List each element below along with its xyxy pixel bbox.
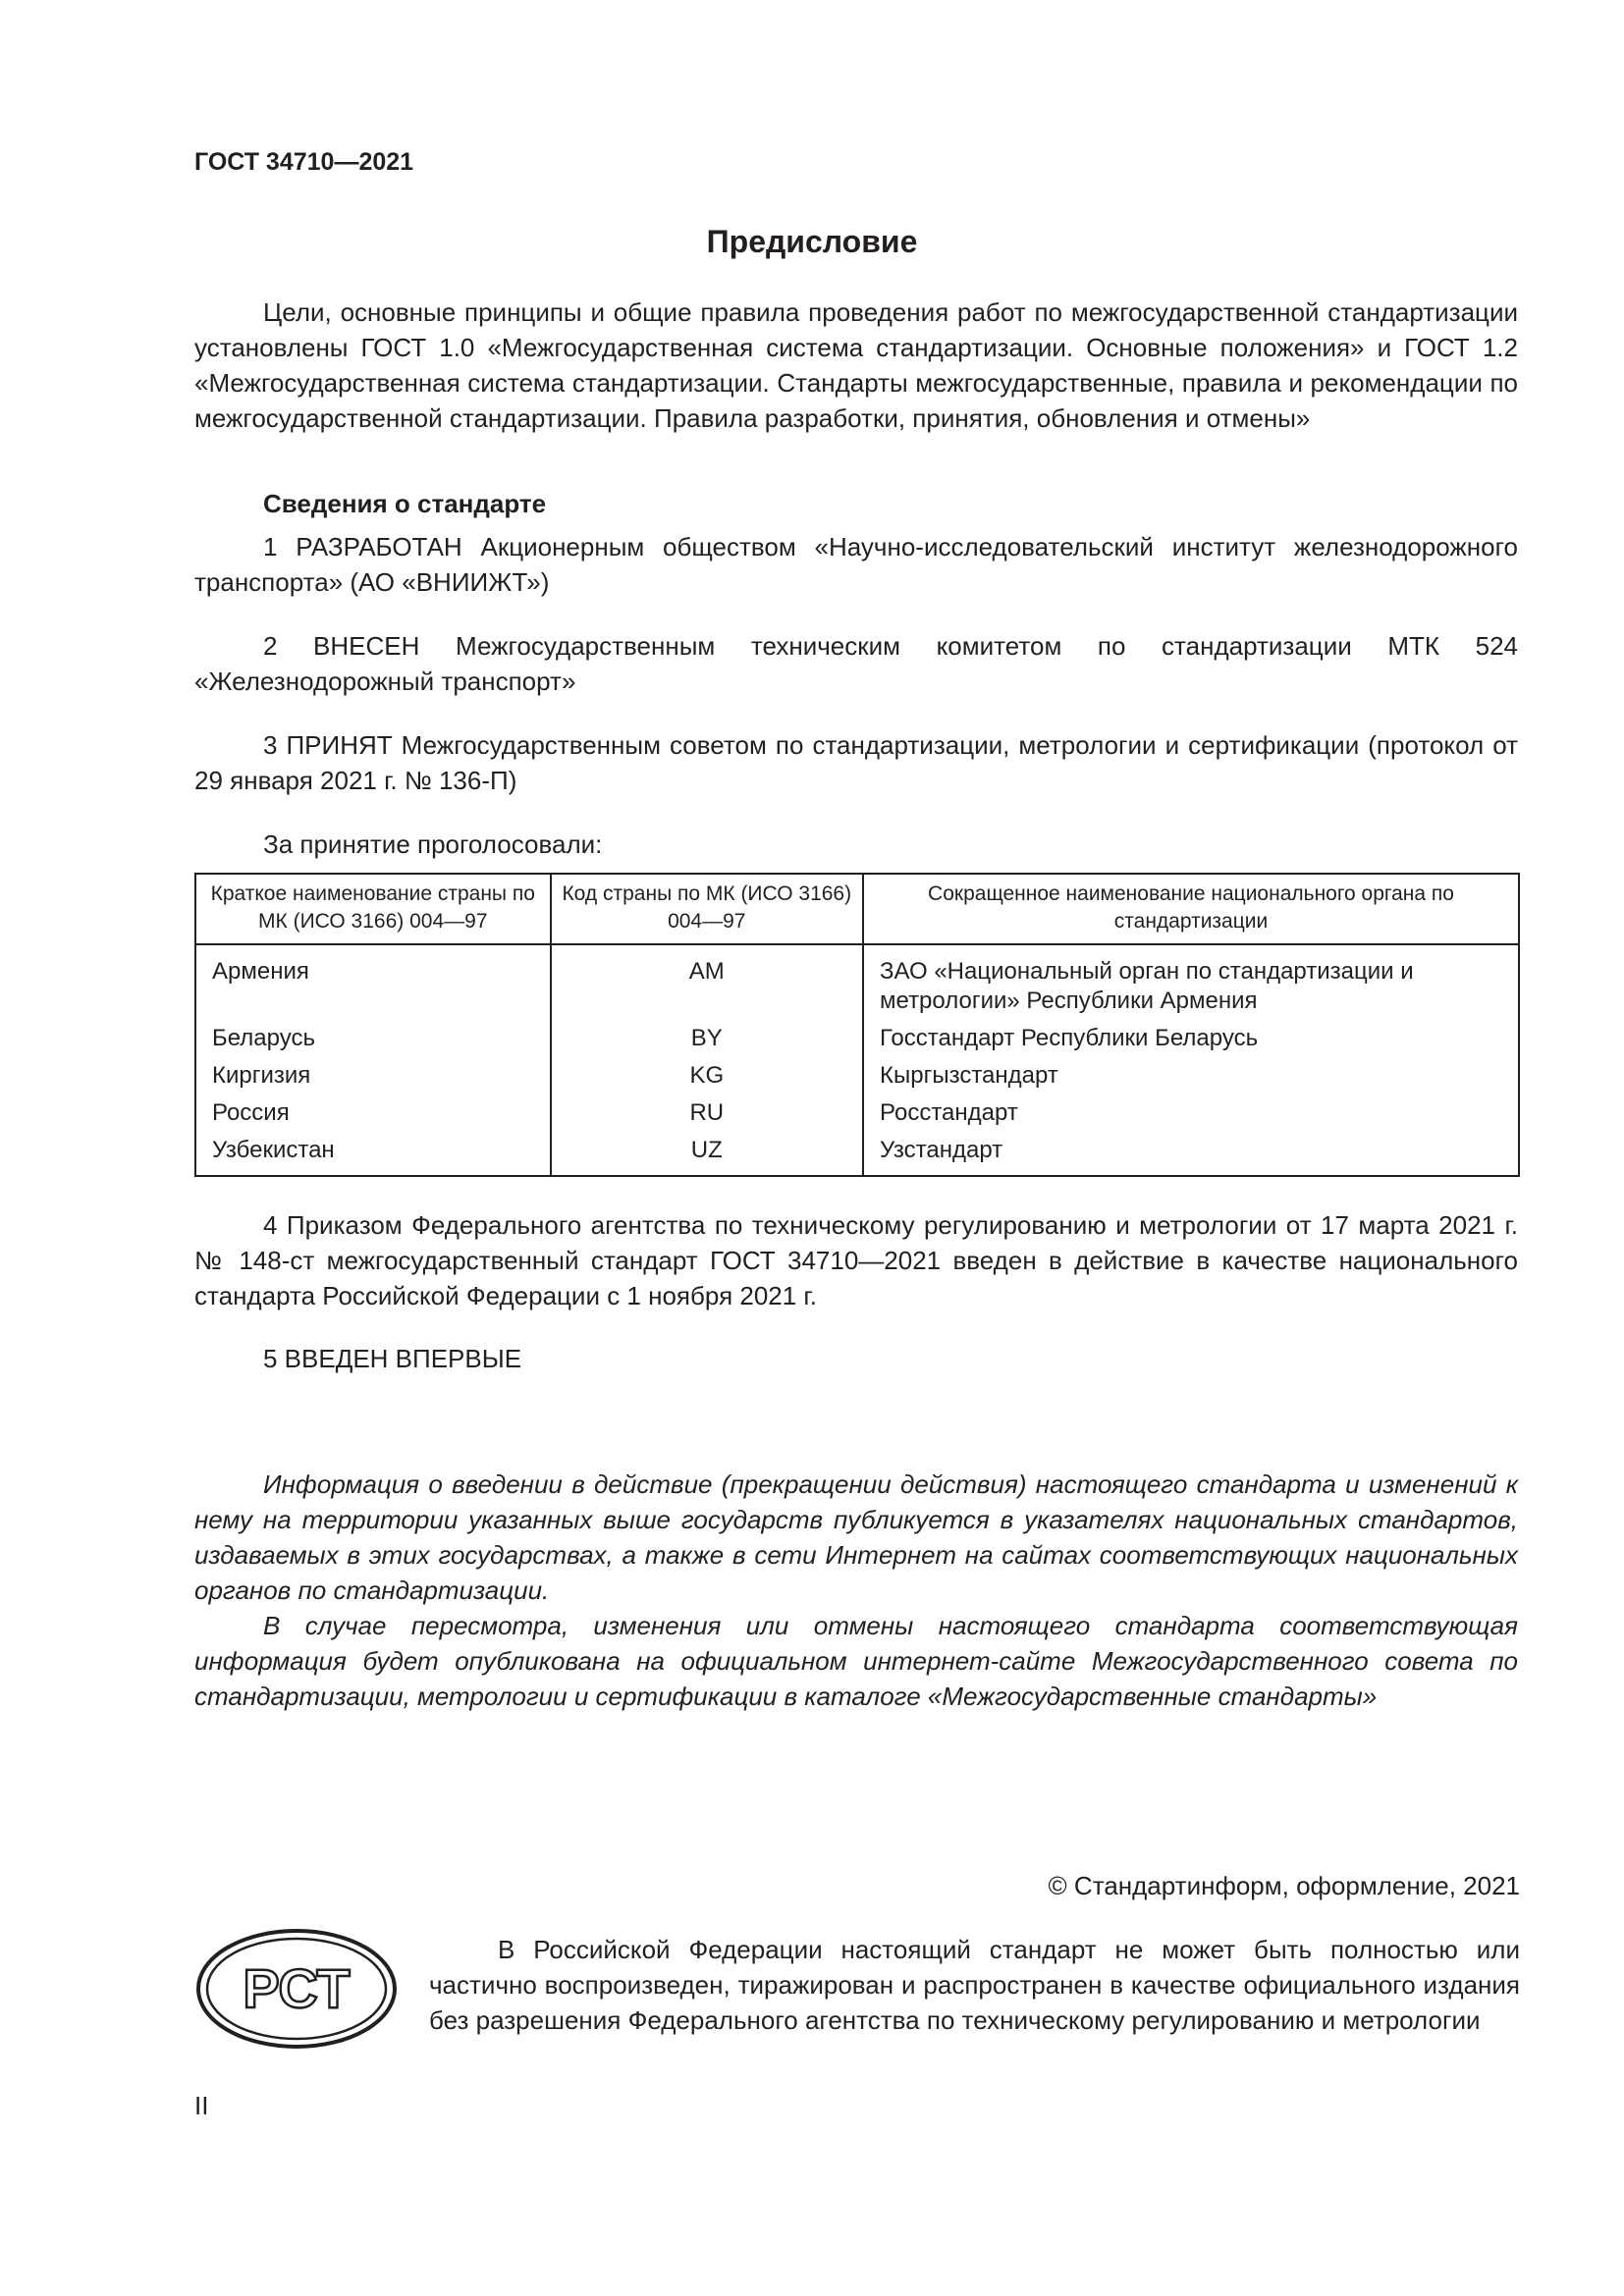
intro-block (194, 294, 1518, 436)
copyright-line: © Стандартинформ, оформление, 2021 (1048, 1871, 1520, 1900)
voting-table (194, 873, 1520, 1177)
item-introduced-block (194, 628, 1518, 699)
table-header-row (195, 874, 1519, 944)
order-block (194, 1207, 1518, 1313)
table-row (195, 1057, 1519, 1095)
body-cell: Кыргызстандарт (863, 1057, 1519, 1095)
country-cell: Киргизия (195, 1057, 551, 1095)
body-cell: ЗАО «Национальный орган по стандартизации и метрологии» Республики Армения (863, 944, 1519, 1020)
page-title: Предисловие (706, 224, 918, 259)
code-cell: KG (551, 1057, 863, 1095)
code-cell: AM (551, 944, 863, 1020)
country-cell: Беларусь (195, 1020, 551, 1057)
info-paragraph-1: Информация о введении в действие (прекращении действия) настоящего стандарта и изменений к нему на территории указанных выше государств публикуется в указателях национальных стандартов, издаваемых в этих государствах, а также в сети Интернет на сайтах соответствующих национальных органов по стандартизации. (194, 1469, 1518, 1605)
code-cell: UZ (551, 1132, 863, 1176)
table-row (195, 1132, 1519, 1176)
item-developed-block (194, 529, 1518, 600)
table-row (195, 1020, 1519, 1057)
body-cell: Узстандарт (863, 1132, 1519, 1176)
rst-certification-mark-icon (194, 1927, 399, 2051)
reproduction-notice (429, 1932, 1520, 2038)
standard-code-header: ГОСТ 34710—2021 (194, 148, 414, 176)
table-row (195, 1095, 1519, 1132)
intro-paragraph: Цели, основные принципы и общие правила проведения работ по межгосударственной стандартизации установлены ГОСТ 1.0 «Межгосударственная система стандартизации. Основные положения» и ГОСТ 1.2 «Межгосударственная система стандартизации. Стандарты межгосударственные, правила и рекомендации по межгосударственной стандартизации. Правила разработки, принятия, обновления и отмены» (194, 297, 1518, 433)
voted-label-block (194, 827, 1518, 862)
voted-label: За принятие проголосовали: (263, 829, 603, 859)
page-number: II (194, 2091, 209, 2120)
country-cell: Россия (195, 1095, 551, 1132)
table-row (195, 944, 1519, 1020)
body-cell: Госстандарт Республики Беларусь (863, 1020, 1519, 1057)
order-paragraph: 4 Приказом Федерального агентства по техническому регулированию и метрологии от 17 марта 2021 г. № 148-ст межгосударственный стандарт ГОСТ 34710—2021 введен в действие в качестве национального стандарта Российской Федерации с 1 ноября 2021 г. (194, 1210, 1518, 1310)
item-developed: 1 РАЗРАБОТАН Акционерным обществом «Научно-исследовательский институт железнодорожного транспорта» (АО «ВНИИЖТ») (194, 532, 1518, 597)
first-time-block (194, 1341, 1518, 1376)
item-introduced: 2 ВНЕСЕН Межгосударственным техническим комитетом по стандартизации МТК 524 «Железнодорожный транспорт» (194, 631, 1518, 696)
notice-paragraph: В Российской Федерации настоящий стандарт не может быть полностью или частично воспроизведен, тиражирован и распространен в качестве официального издания без разрешения Федерального агентства по техническому регулированию и метрологии (429, 1935, 1520, 2035)
header-country: Краткое наименование страны по МК (ИСО 3166) 004—97 (195, 874, 551, 944)
logo-lettering: РСТ (243, 1957, 351, 2019)
first-time-label: 5 ВВЕДЕН ВПЕРВЫЕ (263, 1344, 522, 1373)
code-cell: BY (551, 1020, 863, 1057)
info-block (194, 1467, 1518, 1714)
body-cell: Росстандарт (863, 1095, 1519, 1132)
info-paragraph-2: В случае пересмотра, изменения или отмены настоящего стандарта соответствующая информация будет опубликована на официальном интернет-сайте Межгосударственного совета по стандартизации, метрологии и сертификации в каталоге «Межгосударственные стандарты» (194, 1611, 1518, 1711)
code-cell: RU (551, 1095, 863, 1132)
country-cell: Армения (195, 944, 551, 1020)
header-body: Сокращенное наименование национального органа по стандартизации (863, 874, 1519, 944)
header-code: Код страны по МК (ИСО 3166) 004—97 (551, 874, 863, 944)
country-cell: Узбекистан (195, 1132, 551, 1176)
item-adopted-block (194, 727, 1518, 798)
section-title-block (194, 486, 1518, 521)
section-title: Сведения о стандарте (263, 489, 547, 518)
item-adopted: 3 ПРИНЯТ Межгосударственным советом по стандартизации, метрологии и сертификации (протокол от 29 января 2021 г. № 136-П) (194, 730, 1518, 795)
